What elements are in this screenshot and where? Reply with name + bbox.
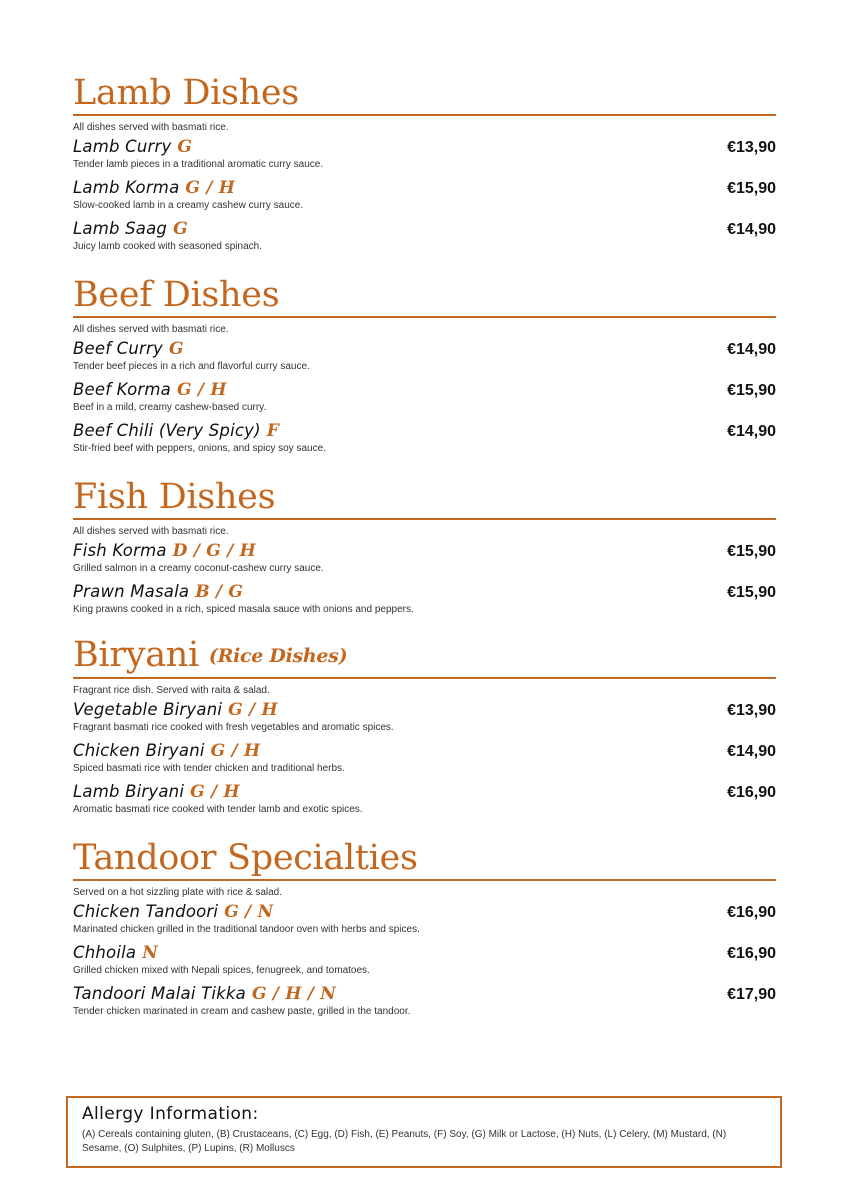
item-price: €15,90 <box>727 543 776 560</box>
menu-item <box>73 781 776 822</box>
allergen-codes: G / H <box>228 700 278 720</box>
allergen-codes: G <box>177 137 193 157</box>
section-intro: Served on a hot sizzling plate with rice & salad. <box>73 887 282 898</box>
menu-item <box>73 540 776 581</box>
allergy-text: (A) Cereals containing gluten, (B) Crustaceans, (C) Egg, (D) Fish, (E) Peanuts, (F) Soy, (G) Milk or Lactose, (H) Nuts, (L) Celery, (M) Mustard, (N) Sesame, (O) Sulphites, (P) Lupins, (R) Molluscs <box>82 1129 727 1154</box>
menu-item <box>73 379 776 420</box>
menu-item <box>73 218 776 259</box>
allergen-codes: B / G <box>195 582 244 602</box>
allergen-codes: F <box>266 421 280 441</box>
item-price: €14,90 <box>727 341 776 358</box>
item-name: Lamb Saag G <box>73 219 188 239</box>
allergen-codes: G / H <box>190 782 240 802</box>
item-description: Marinated chicken grilled in the traditional tandoor oven with herbs and spices. <box>73 924 420 935</box>
item-price: €13,90 <box>727 139 776 156</box>
item-name: Chicken Biryani G / H <box>73 741 261 761</box>
item-description: Fragrant basmati rice cooked with fresh vegetables and aromatic spices. <box>73 722 394 733</box>
section-intro: All dishes served with basmati rice. <box>73 526 229 537</box>
section-title: Lamb Dishes <box>73 73 299 113</box>
item-name: Lamb Korma G / H <box>73 178 236 198</box>
item-name: Tandoori Malai Tikka G / H / N <box>73 984 336 1004</box>
item-description: Grilled chicken mixed with Nepali spices, fenugreek, and tomatoes. <box>73 965 370 976</box>
allergen-codes: G / H <box>185 178 236 198</box>
item-description: Beef in a mild, creamy cashew-based curry. <box>73 402 267 413</box>
item-name: Beef Curry G <box>73 339 184 359</box>
item-name: Beef Chili (Very Spicy) F <box>73 421 280 441</box>
item-price: €16,90 <box>727 784 776 801</box>
item-description: King prawns cooked in a rich, spiced masala sauce with onions and peppers. <box>73 604 414 615</box>
item-name: Beef Korma G / H <box>73 380 227 400</box>
section-intro: All dishes served with basmati rice. <box>73 324 229 335</box>
section-divider <box>73 316 776 318</box>
item-description: Tender lamb pieces in a traditional aromatic curry sauce. <box>73 159 324 170</box>
menu-item <box>73 942 776 983</box>
item-name: Prawn Masala B / G <box>73 582 244 602</box>
menu-item <box>73 136 776 177</box>
item-description: Juicy lamb cooked with seasoned spinach. <box>73 241 262 252</box>
menu-item <box>73 740 776 781</box>
item-price: €16,90 <box>727 945 776 962</box>
item-name: Chhoila N <box>73 943 158 963</box>
section-intro: Fragrant rice dish. Served with raita & salad. <box>73 685 270 696</box>
section-biryani <box>73 634 776 822</box>
allergen-codes: N <box>142 943 158 963</box>
item-description: Tender chicken marinated in cream and cashew paste, grilled in the tandoor. <box>73 1006 411 1017</box>
allergen-codes: G / N <box>224 902 274 922</box>
allergy-info-box <box>66 1096 782 1168</box>
menu-item <box>73 581 776 622</box>
allergy-title: Allergy Information: <box>82 1104 259 1124</box>
section-intro: All dishes served with basmati rice. <box>73 122 229 133</box>
item-name: Chicken Tandoori G / N <box>73 902 274 922</box>
menu-item <box>73 901 776 942</box>
section-divider <box>73 114 776 116</box>
allergen-codes: D / G / H <box>172 541 256 561</box>
allergen-codes: G <box>173 219 188 239</box>
allergen-codes: G / H <box>210 741 261 761</box>
item-name: Fish Korma D / G / H <box>73 541 256 561</box>
menu-item <box>73 699 776 740</box>
item-price: €15,90 <box>727 584 776 601</box>
item-name: Vegetable Biryani G / H <box>73 700 278 720</box>
item-description: Tender beef pieces in a rich and flavorful curry sauce. <box>73 361 310 372</box>
section-title: Fish Dishes <box>73 477 276 517</box>
item-price: €14,90 <box>727 221 776 238</box>
item-price: €13,90 <box>727 702 776 719</box>
item-description: Aromatic basmati rice cooked with tender lamb and exotic spices. <box>73 804 363 815</box>
section-title: Beef Dishes <box>73 275 280 315</box>
item-name: Lamb Biryani G / H <box>73 782 240 802</box>
section-title: Biryani (Rice Dishes) <box>73 635 348 675</box>
item-name: Lamb Curry G <box>73 137 193 157</box>
item-description: Grilled salmon in a creamy coconut-cashew curry sauce. <box>73 563 324 574</box>
item-price: €15,90 <box>727 180 776 197</box>
section-divider <box>73 879 776 881</box>
item-price: €16,90 <box>727 904 776 921</box>
item-price: €14,90 <box>727 743 776 760</box>
allergen-codes: G / H / N <box>251 984 336 1004</box>
section-tandoor-specialties <box>73 837 776 1024</box>
section-title: Tandoor Specialties <box>73 838 418 878</box>
allergen-codes: G / H <box>176 380 227 400</box>
item-price: €14,90 <box>727 423 776 440</box>
menu-item <box>73 420 776 461</box>
item-description: Stir-fried beef with peppers, onions, and spicy soy sauce. <box>73 443 326 454</box>
menu-item <box>73 983 776 1024</box>
menu-item <box>73 177 776 218</box>
item-price: €15,90 <box>727 382 776 399</box>
section-divider <box>73 677 776 679</box>
menu-page <box>73 72 776 1024</box>
item-description: Spiced basmati rice with tender chicken and traditional herbs. <box>73 763 345 774</box>
section-subtitle: (Rice Dishes) <box>208 645 348 667</box>
item-price: €17,90 <box>727 986 776 1003</box>
section-lamb-dishes <box>73 72 776 259</box>
section-divider <box>73 518 776 520</box>
section-fish-dishes <box>73 476 776 622</box>
menu-item <box>73 338 776 379</box>
allergen-codes: G <box>169 339 184 359</box>
item-description: Slow-cooked lamb in a creamy cashew curry sauce. <box>73 200 304 211</box>
section-beef-dishes <box>73 274 776 461</box>
